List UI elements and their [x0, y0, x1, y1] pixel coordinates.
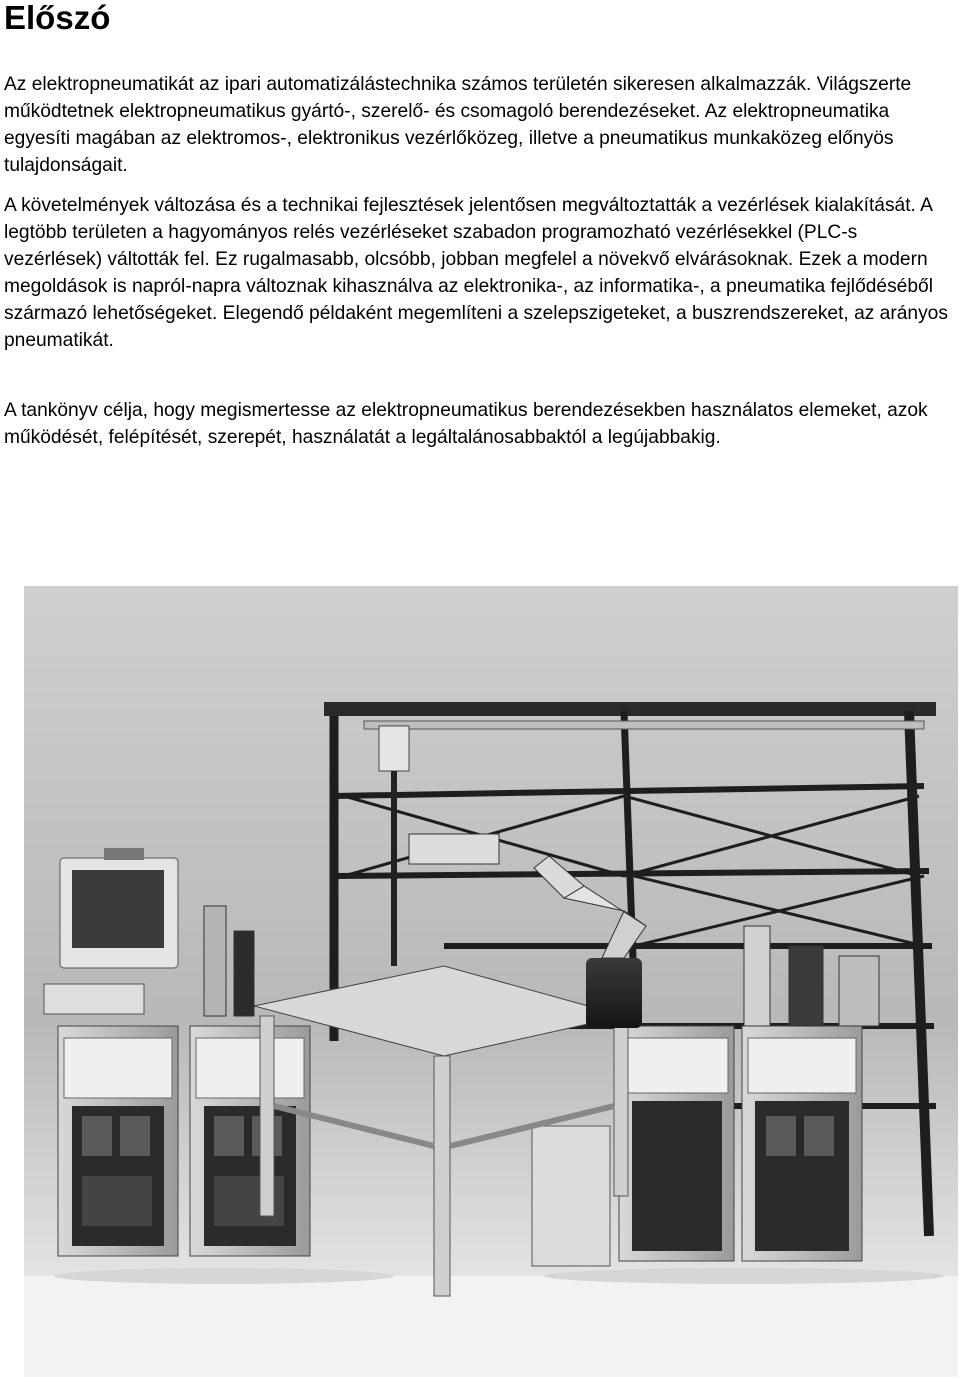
automation-system-photo: [24, 586, 958, 1377]
paragraph-intro: Az elektropneumatikát az ipari automatizálástechnika számos területén sikeresen alkalmazzák. Világszerte működtetnek elektropneumatikus gyártó-, szerelő- és csomagoló berendezéseket. Az elektropneumatika egyesíti magában az elektromos-, elektronikus vezérlőközeg, illetve a pneumatikus munkaközeg előnyös tulajdonságait.: [4, 74, 912, 176]
page-title: Előszó: [4, 0, 111, 36]
paragraph-goal: A tankönyv célja, hogy megismertesse az elektropneumatikus berendezésekben használatos elemeket, azok működését, felépítését, szerepét, használatát a legáltalánosabbaktól a legújabbakig.: [4, 400, 928, 448]
paragraph-development: A követelmények változása és a technikai fejlesztések jelentősen megváltoztatták a vezérlések kialakítását. A legtöbb területen a hagyományos relés vezérléseket szabadon programozható vezérlésekkel (PLC-s vezérlések) váltották fel. Ez rugalmasabb, olcsóbb, jobban megfelel a növekvő elvárásoknak. Ezek a modern megoldások is napról-napra változnak kihasználva az elektronika-, az informatika-, a pneumatika fejlődéséből származó lehetőségeket. Elegendő példaként megemlíteni a szelepszigeteket, a buszrendszereket, az arányos pneumatikát.: [4, 195, 948, 351]
